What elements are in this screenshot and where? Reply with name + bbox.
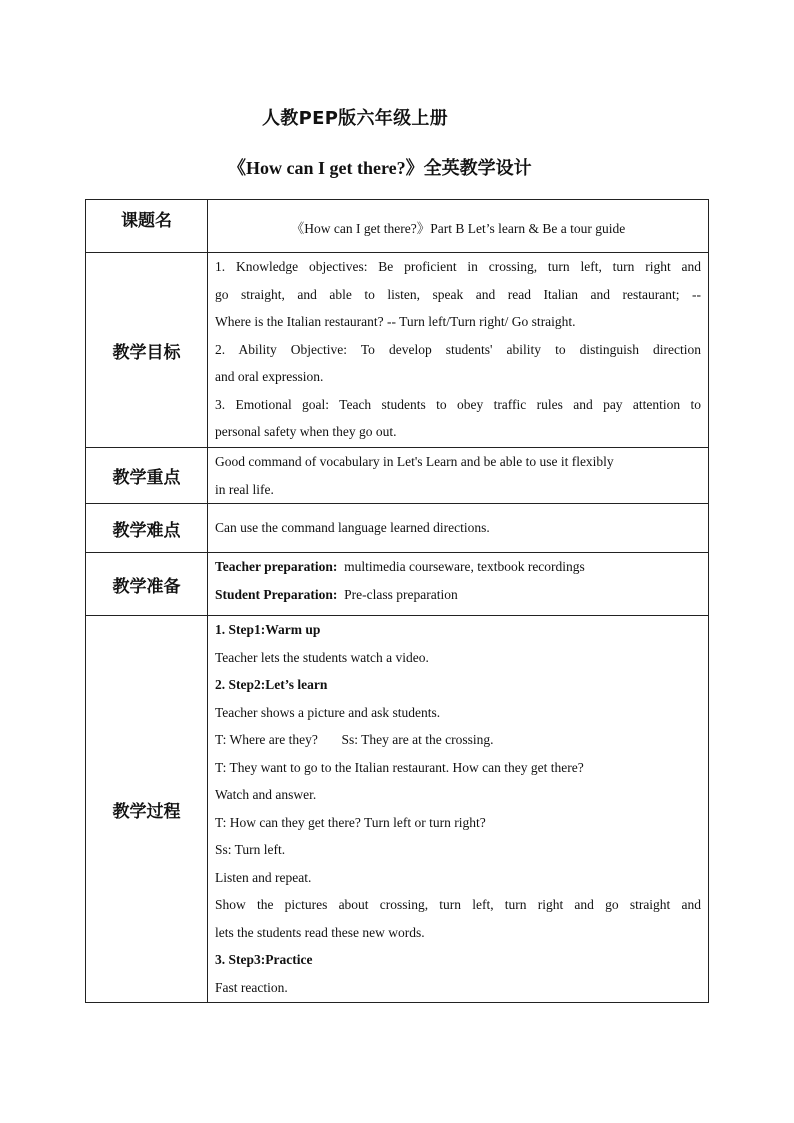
process-line: Listen and repeat.: [215, 869, 312, 885]
process-line: Teacher shows a picture and ask students.: [215, 704, 441, 720]
subtitle-english: 《How can I get there?》: [228, 158, 424, 178]
lesson-plan-table: [85, 199, 709, 1003]
objectives-line: personal safety when they go out.: [215, 424, 397, 439]
key-points-line: in real life.: [215, 481, 274, 497]
process-content: [208, 616, 709, 1003]
objectives-content: [208, 253, 709, 448]
process-line: Teacher lets the students watch a video.: [215, 649, 429, 665]
difficulties-label: 教学难点: [86, 504, 208, 553]
teacher-preparation-label: Teacher preparation:: [215, 559, 338, 574]
objectives-line: and oral expression.: [215, 369, 324, 384]
process-line: T: How can they get there? Turn left or turn right?: [215, 814, 486, 830]
teacher-preparation-value: multimedia courseware, textbook recordings: [344, 559, 585, 574]
objectives-label: 教学目标: [86, 253, 208, 448]
process-line: Ss: Turn left.: [215, 842, 286, 857]
process-line: Show the pictures about crossing, turn left, turn right and go straight and: [215, 897, 701, 912]
objectives-line: 2. Ability Objective: To develop students' ability to distinguish direction: [215, 341, 701, 357]
process-line: lets the students read these new words.: [215, 924, 425, 940]
key-points-line: Good command of vocabulary in Let's Learn and be able to use it flexibly: [215, 454, 614, 469]
teacher-question: T: Where are they?: [215, 732, 318, 747]
table-row-objectives: [86, 253, 709, 448]
student-preparation: [215, 581, 701, 609]
difficulties-content: Can use the command language learned directions.: [208, 504, 709, 553]
table-row-key-points: [86, 448, 709, 504]
table-row-difficulties: [86, 504, 709, 553]
objectives-line: 3. Emotional goal: Teach students to obey traffic rules and pay attention to: [215, 396, 701, 412]
student-preparation-value: Pre-class preparation: [344, 586, 458, 602]
table-row-topic: [86, 200, 709, 253]
teacher-preparation: [215, 553, 701, 581]
key-points-label: 教学重点: [86, 448, 208, 504]
objectives-line: go straight, and able to listen, speak and read Italian and restaurant; --: [215, 286, 701, 302]
step3-heading: 3. Step3:Practice: [215, 952, 313, 967]
process-line: Fast reaction.: [215, 979, 288, 995]
page-title: 人教PEP版六年级上册: [262, 108, 448, 129]
preparation-content: [208, 553, 709, 616]
table-row-preparation: [86, 553, 709, 616]
subtitle-chinese: 全英教学设计: [423, 158, 532, 179]
process-label: 教学过程: [86, 616, 208, 1003]
preparation-label: 教学准备: [86, 553, 208, 616]
student-preparation-label: Student Preparation:: [215, 586, 338, 602]
process-dialogue-line: [215, 726, 701, 754]
students-answer: Ss: They are at the crossing.: [341, 732, 494, 747]
step2-heading: 2. Step2:Let’s learn: [215, 677, 328, 692]
step1-heading: 1. Step1:Warm up: [215, 622, 321, 637]
page-subtitle: [228, 154, 532, 180]
objectives-line: Where is the Italian restaurant? -- Turn left/Turn right/ Go straight.: [215, 314, 576, 329]
key-points-content: [208, 448, 709, 504]
process-line: Watch and answer.: [215, 787, 317, 802]
topic-value: 《How can I get there?》Part B Let’s learn & Be a tour guide: [208, 200, 709, 253]
process-line: T: They want to go to the Italian restaurant. How can they get there?: [215, 759, 584, 775]
objectives-line: 1. Knowledge objectives: Be proficient in crossing, turn left, turn right and: [215, 259, 701, 274]
table-row-process: [86, 616, 709, 1003]
topic-label: 课题名: [86, 200, 208, 253]
